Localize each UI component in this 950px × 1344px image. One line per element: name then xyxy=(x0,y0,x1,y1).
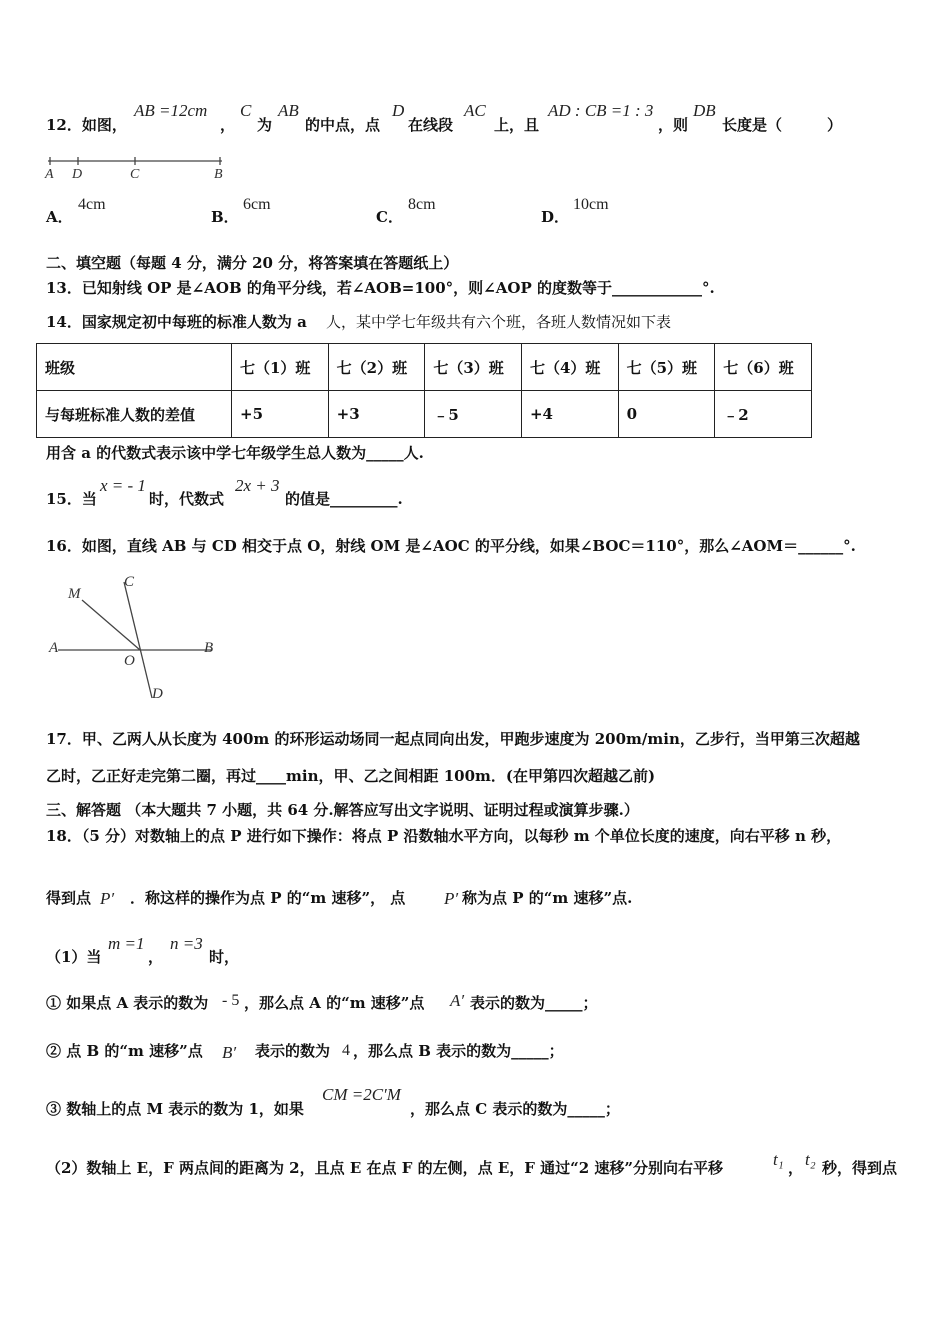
q12-then: ，则 xyxy=(658,116,689,134)
q12-prefix: 12．如图， xyxy=(46,116,127,134)
q12-segment-ab: AB xyxy=(278,101,299,120)
q12-midpoint: 的中点，点 xyxy=(305,116,381,134)
q18-p-prime-2: P′ xyxy=(444,889,459,908)
q16-label-d: D xyxy=(152,686,163,702)
table-cell: +3 xyxy=(328,391,425,438)
table-cell: ﹣5 xyxy=(425,391,522,438)
q12-option-a-value: 4cm xyxy=(78,196,106,213)
q15-tail: 的值是_________. xyxy=(285,490,403,508)
q18-item3-a: ③ 数轴上的点 M 表示的数为 1，如果 xyxy=(46,1100,304,1118)
table-row xyxy=(37,391,812,438)
table-header-cell: 七（1）班 xyxy=(232,344,329,391)
q16-label-o: O xyxy=(124,653,135,669)
q12-option-c-value: 8cm xyxy=(408,196,436,213)
q12-ratio: AD : CB =1 : 3 xyxy=(548,101,654,120)
q18-part1-b: ， xyxy=(148,948,164,966)
table-cell: +5 xyxy=(232,391,329,438)
q18-m-value: m =1 xyxy=(108,934,145,953)
table-cell: 0 xyxy=(618,391,715,438)
table-header-cell: 七（3）班 xyxy=(425,344,522,391)
q12-figure-label-b: B xyxy=(214,167,223,182)
q18-line1: 18．（5 分）对数轴上的点 P 进行如下操作：将点 P 沿数轴水平方向，以每秒 m 个单位长度的速度，向右平移 n 秒， xyxy=(46,827,842,845)
q18-item1-a: ① 如果点 A 表示的数为 xyxy=(46,994,209,1012)
q17-line2: 乙时，乙正好走完第二圈，再过____min，甲、乙之间相距 100m．(在甲第四次超越乙前) xyxy=(46,767,656,785)
q18-item2-a: ② 点 B 的“m 速移”点 xyxy=(46,1042,203,1060)
q18-item2-b: 表示的数为 xyxy=(255,1042,331,1060)
q18-item3-b: ，那么点 C 表示的数为_____； xyxy=(410,1100,620,1118)
q12-option-c-label: C． xyxy=(376,208,403,226)
q12-option-b-value: 6cm xyxy=(243,196,271,213)
q18-n-value: n =3 xyxy=(170,934,203,953)
q12-and: 上，且 xyxy=(494,116,540,134)
section-fill-in-heading: 二、填空题（每题 4 分，满分 20 分，将答案填在答题纸上） xyxy=(46,254,459,272)
q12-on-segment: 在线段 xyxy=(408,116,454,134)
q18-b-prime: B′ xyxy=(222,1043,237,1062)
table-cell: +4 xyxy=(521,391,618,438)
q18-line2-b: ．称这样的操作为点 P 的“m 速移”， 点 xyxy=(130,889,406,907)
q12-segment-ac: AC xyxy=(464,101,486,120)
q16-label-c: C xyxy=(124,574,135,590)
q18-part2-b: 秒，得到点 xyxy=(822,1159,898,1177)
q18-line2-a: 得到点 xyxy=(46,889,92,907)
q12-option-d-label: D． xyxy=(541,208,570,226)
q16-label-m: M xyxy=(68,586,81,602)
table-cell: 与每班标准人数的差值 xyxy=(37,391,232,438)
q18-part1-a: （1）当 xyxy=(46,948,102,966)
q18-line2-c: 称为点 P 的“m 速移”点. xyxy=(462,889,633,907)
q18-a-prime: A′ xyxy=(450,991,465,1010)
q15-prefix: 15．当 xyxy=(46,490,97,508)
q12-tail: 长度是（ ） xyxy=(722,116,843,134)
table-header-cell: 七（6）班 xyxy=(715,344,812,391)
q12-point-d: D xyxy=(392,101,405,120)
q15-mid: 时，代数式 xyxy=(149,490,225,508)
q15-expression: 2x + 3 xyxy=(235,476,280,495)
q18-part2-a: （2）数轴上 E，F 两点间的距离为 2，且点 E 在点 F 的左侧，点 E，F 通过“2 速移”分别向右平移 xyxy=(46,1159,724,1177)
q12-option-a-label: A． xyxy=(46,208,73,226)
q18-part1-c: 时， xyxy=(209,948,240,966)
table-header-cell: 七（2）班 xyxy=(328,344,425,391)
q12-segment-figure xyxy=(44,154,234,184)
table-header-cell: 七（4）班 xyxy=(521,344,618,391)
q12-ab-length: AB =12cm xyxy=(134,101,208,120)
q14-question: 用含 a 的代数式表示该中学七年级学生总人数为_____人. xyxy=(46,444,424,462)
q12-figure-label-a: A xyxy=(45,167,54,182)
q15-x-value: x = - 1 xyxy=(100,476,146,495)
q14-lead: 14．国家规定初中每班的标准人数为 a xyxy=(46,313,307,331)
q12-comma: ， xyxy=(220,116,236,134)
table-header-cell: 班级 xyxy=(37,344,232,391)
q12-segment-db: DB xyxy=(693,101,716,120)
q17-line1: 17．甲、乙两人从长度为 400m 的环形运动场同一起点同向出发，甲跑步速度为 200m/min，乙步行，当甲第三次超越 xyxy=(46,730,860,748)
section-solve-heading: 三、解答题 （本大题共 7 小题，共 64 分.解答应写出文字说明、证明过程或演算步骤.） xyxy=(46,801,639,819)
q13-text: 13．已知射线 OP 是∠AOB 的角平分线，若∠AOB=100°，则∠AOP 的度数等于____________°. xyxy=(46,279,715,297)
q16-angle-figure xyxy=(44,570,234,705)
q18-item3-equation: CM =2C′M xyxy=(322,1085,401,1104)
q12-figure-label-d: D xyxy=(72,167,83,182)
q12-figure-label-c: C xyxy=(130,167,140,182)
q18-part2-sep: ， xyxy=(788,1159,804,1177)
q18-t1: t₁ xyxy=(773,1150,784,1169)
q18-p-prime-1: P′ xyxy=(100,889,115,908)
q16-text: 16．如图，直线 AB 与 CD 相交于点 O，射线 OM 是∠AOC 的平分线，如果∠BOC＝110°，那么∠AOM＝______°. xyxy=(46,537,856,555)
q12-point-c: C xyxy=(240,101,252,120)
q16-label-a: A xyxy=(49,640,59,656)
q12-wei: 为 xyxy=(257,116,273,134)
q16-ray-om xyxy=(82,600,140,650)
q18-item2-c: ，那么点 B 表示的数为_____； xyxy=(353,1042,564,1060)
q16-label-b: B xyxy=(204,640,214,656)
q12-option-d-value: 10cm xyxy=(573,196,609,213)
q18-item2-value: 4 xyxy=(342,1042,350,1059)
q18-item1-c: 表示的数为_____； xyxy=(470,994,598,1012)
table-cell: ﹣2 xyxy=(715,391,812,438)
q14-table xyxy=(36,343,812,438)
q18-t2: t₂ xyxy=(805,1150,816,1169)
table-header-cell: 七（5）班 xyxy=(618,344,715,391)
q12-option-b-label: B． xyxy=(211,208,239,226)
q18-item1-value: - 5 xyxy=(222,992,240,1009)
q14-lead-continued: 人，某中学七年级共有六个班，各班人数情况如下表 xyxy=(326,313,672,331)
q18-item1-b: ，那么点 A 的“m 速移”点 xyxy=(244,994,425,1012)
table-row xyxy=(37,344,812,391)
